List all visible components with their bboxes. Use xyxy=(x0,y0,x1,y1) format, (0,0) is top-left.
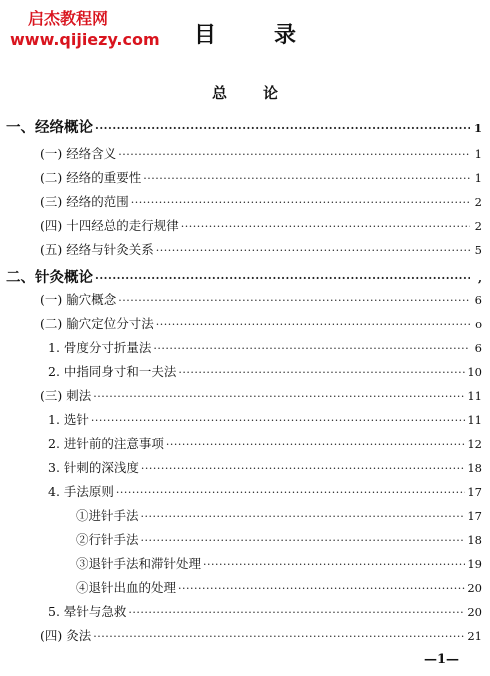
toc-leader-dots xyxy=(91,414,465,427)
section-title: 总论 xyxy=(211,84,314,102)
toc-entry xyxy=(40,290,482,308)
toc-entry-label: (四) 灸法 xyxy=(40,628,92,643)
toc-entry-page: 21 xyxy=(467,629,482,643)
toc-entry-label: 4. 手法原则 xyxy=(48,484,114,499)
toc-entry-label: (四) 十四经总的走行规律 xyxy=(40,218,179,233)
toc-entry-label: 2. 中指同身寸和一夫法 xyxy=(48,364,177,379)
toc-entry-page: 6 xyxy=(474,341,482,355)
toc-entry xyxy=(48,434,482,452)
toc-entry-label: (二) 腧穴定位分寸法 xyxy=(40,316,154,331)
toc-leader-dots xyxy=(118,294,470,307)
toc-entry-label: ②行针手法 xyxy=(76,532,139,547)
toc-entry-page: 20 xyxy=(467,581,482,595)
toc-entry-label: ④退针出血的处理 xyxy=(76,580,177,595)
toc-leader-dots xyxy=(93,390,465,403)
toc-leader-dots xyxy=(178,366,465,379)
toc-entry xyxy=(40,386,482,404)
toc-entry-page: 20 xyxy=(467,605,482,619)
toc-leader-dots xyxy=(141,534,466,547)
toc-entry xyxy=(76,578,482,596)
toc-entry-page: o xyxy=(475,317,482,331)
page-title: 目录 xyxy=(193,22,354,48)
watermark-url: www.qijiezy.com xyxy=(10,30,160,49)
toc-entry-page: 11 xyxy=(467,413,482,427)
toc-leader-dots xyxy=(93,630,465,643)
toc-entry-page: , xyxy=(477,271,482,285)
toc-leader-dots xyxy=(128,606,465,619)
toc-entry-page: 18 xyxy=(467,533,482,547)
toc-entry-page: 2 xyxy=(474,219,482,233)
toc-leader-dots xyxy=(156,318,470,331)
toc-entry-page: 17 xyxy=(467,509,482,523)
toc-entry xyxy=(40,192,482,210)
watermark-site-name: 启杰教程网 xyxy=(28,9,109,28)
toc-entry-label: 5. 晕针与急救 xyxy=(48,604,127,619)
toc-entry-label: (二) 经络的重要性 xyxy=(40,170,142,185)
toc-entry-page: 5 xyxy=(474,243,482,257)
toc-entry xyxy=(48,410,482,428)
toc-entry-label: (五) 经络与针灸关系 xyxy=(40,242,154,257)
toc-entry xyxy=(6,266,482,287)
toc-entry-label: ①进针手法 xyxy=(76,508,139,523)
toc-entry-label: 二、针灸概论 xyxy=(6,269,93,286)
toc-leader-dots xyxy=(141,510,466,523)
toc-leader-dots xyxy=(203,558,465,571)
toc-leader-dots xyxy=(181,220,470,233)
toc-entry xyxy=(48,458,482,476)
toc-leader-dots xyxy=(141,462,465,475)
toc-entry-page: 18 xyxy=(467,461,482,475)
toc-entry-label: (三) 经络的范围 xyxy=(40,194,129,209)
toc-leader-dots xyxy=(95,122,470,135)
toc-leader-dots xyxy=(143,172,470,185)
toc-entry-label: 2. 进针前的注意事项 xyxy=(48,436,164,451)
toc-entry xyxy=(48,362,482,380)
toc-leader-dots xyxy=(131,196,470,209)
toc-entry-page: 17 xyxy=(467,485,482,499)
toc-entry-page: 6 xyxy=(474,293,482,307)
toc-entry-page: 10 xyxy=(467,365,482,379)
toc-entry-page: 19 xyxy=(467,557,482,571)
toc-entry xyxy=(40,240,482,258)
toc-leader-dots xyxy=(178,582,465,595)
toc-entry xyxy=(48,338,482,356)
toc-leader-dots xyxy=(166,438,465,451)
toc-entry xyxy=(40,144,482,162)
toc-entry xyxy=(76,554,482,572)
toc-entry xyxy=(76,506,482,524)
toc-entry-label: (一) 腧穴概念 xyxy=(40,292,117,307)
toc-leader-dots xyxy=(153,342,470,355)
toc-entry xyxy=(40,314,482,332)
toc-entry-label: (三) 刺法 xyxy=(40,388,92,403)
toc-entry-label: ③退针手法和滞针处理 xyxy=(76,556,202,571)
toc-entry-page: 1 xyxy=(473,121,482,135)
toc-entry-page: 12 xyxy=(467,437,482,451)
toc-entry-label: 1. 骨度分寸折量法 xyxy=(48,340,152,355)
toc-entry xyxy=(6,116,482,137)
toc-entry xyxy=(48,482,482,500)
toc-entry-label: 3. 针刺的深浅度 xyxy=(48,460,139,475)
toc-leader-dots xyxy=(116,486,465,499)
toc-entry xyxy=(48,602,482,620)
toc-entry-label: 1. 选针 xyxy=(48,412,89,427)
toc-entry-page: 11 xyxy=(467,389,482,403)
toc-entry-page: 1 xyxy=(474,147,482,161)
toc-entry-label: 一、经络概论 xyxy=(6,119,93,136)
toc-entry-label: (一) 经络含义 xyxy=(40,146,117,161)
toc-entry xyxy=(40,216,482,234)
toc-leader-dots xyxy=(95,272,470,285)
toc-entry xyxy=(40,626,482,644)
toc-entry-page: 2 xyxy=(474,195,482,209)
toc-entry xyxy=(40,168,482,186)
toc-leader-dots xyxy=(118,148,470,161)
toc-entry-page: 1 xyxy=(474,171,482,185)
page-number: —1— xyxy=(424,652,460,667)
toc-entry xyxy=(76,530,482,548)
toc-leader-dots xyxy=(156,244,470,257)
